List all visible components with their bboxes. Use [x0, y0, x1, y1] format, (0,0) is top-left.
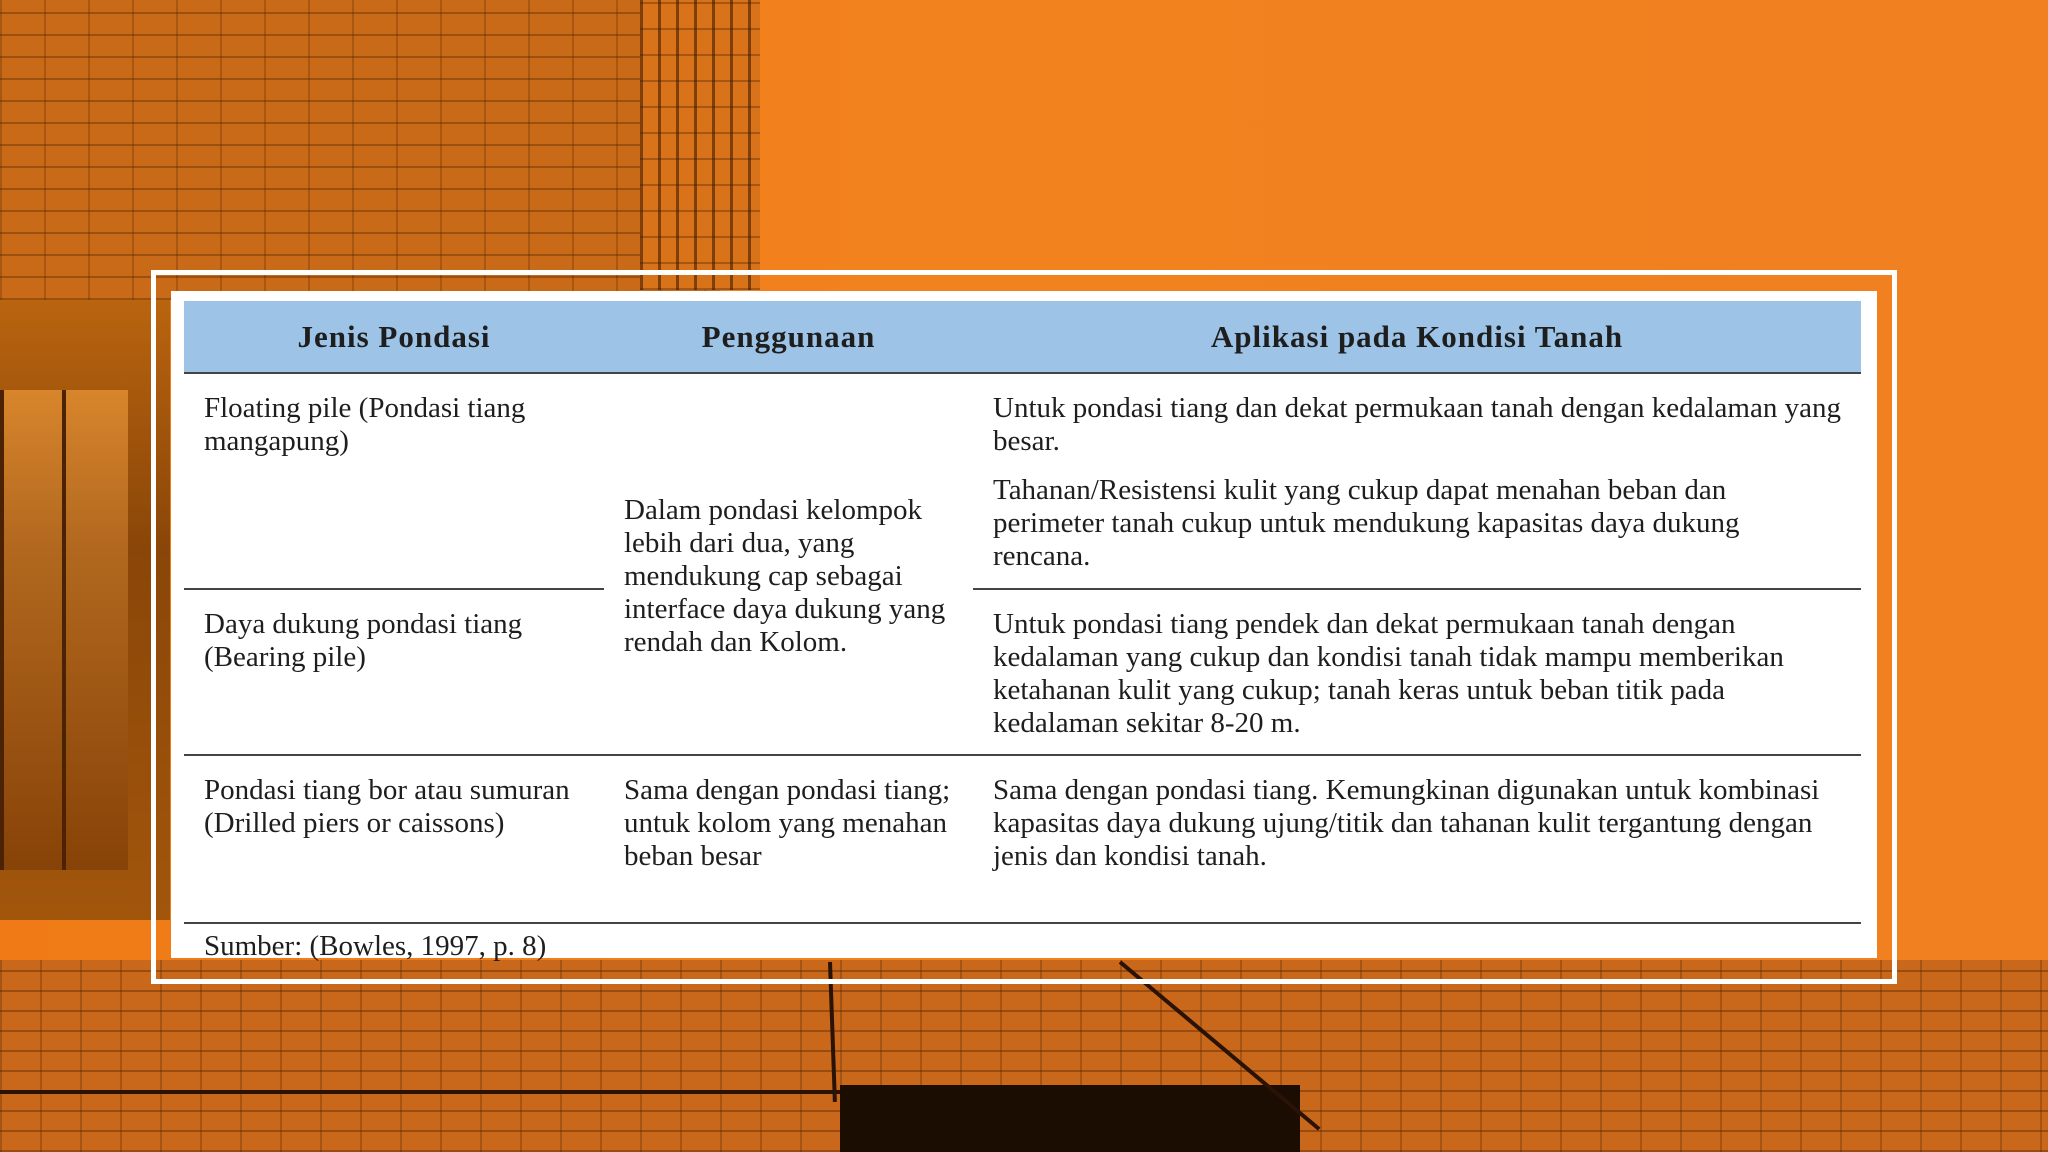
cell-aplikasi: Sama dengan pondasi tiang. Kemungkinan digunakan untuk kombinasi kapasitas daya dukung ujung/titik dan tahanan kulit tergantung dengan jenis dan kondisi tanah. [993, 774, 1820, 872]
window-pane [62, 390, 128, 870]
window-pane [0, 390, 66, 870]
table-container [184, 301, 1861, 963]
cell-penggunaan: Sama dengan pondasi tiang; untuk kolom yang menahan beban besar [624, 774, 951, 872]
table-row [184, 755, 1861, 923]
table-row [184, 373, 1861, 589]
cell-aplikasi: Untuk pondasi tiang dan dekat permukaan tanah dengan kedalaman yang besar. [993, 392, 1841, 457]
floor-line [0, 1090, 840, 1094]
cell-aplikasi: Tahanan/Resistensi kulit yang cukup dapat menahan beban dan perimeter tanah cukup untuk mendukung kapasitas daya dukung rencana. [993, 474, 1740, 572]
table-row [184, 589, 1861, 755]
cell-jenis: Floating pile (Pondasi tiang mangapung) [204, 392, 526, 457]
header-aplikasi: Aplikasi pada Kondisi Tanah [973, 301, 1861, 373]
header-jenis-pondasi: Jenis Pondasi [184, 301, 604, 373]
source-citation: Sumber: (Bowles, 1997, p. 8) [204, 930, 547, 962]
brick-column [640, 0, 760, 290]
table-header-row [184, 301, 1861, 373]
header-penggunaan: Penggunaan [604, 301, 973, 373]
cell-jenis: Daya dukung pondasi tiang (Bearing pile) [204, 608, 523, 673]
table-panel [171, 291, 1877, 962]
cell-jenis: Pondasi tiang bor atau sumuran (Drilled piers or caissons) [204, 774, 570, 839]
foundation-table [184, 301, 1861, 924]
cell-aplikasi: Untuk pondasi tiang pendek dan dekat permukaan tanah dengan kedalaman yang cukup dan kondisi tanah tidak mampu memberikan ketahanan kulit yang cukup; tanah keras untuk beban titik pada kedalaman sekitar 8-20 m. [993, 608, 1784, 739]
brick-ceiling [0, 0, 720, 300]
floor-gap [840, 1085, 1300, 1152]
cell-penggunaan-shared: Dalam pondasi kelompok lebih dari dua, yang mendukung cap sebagai interface daya dukung yang rendah dan Kolom. [624, 493, 946, 658]
